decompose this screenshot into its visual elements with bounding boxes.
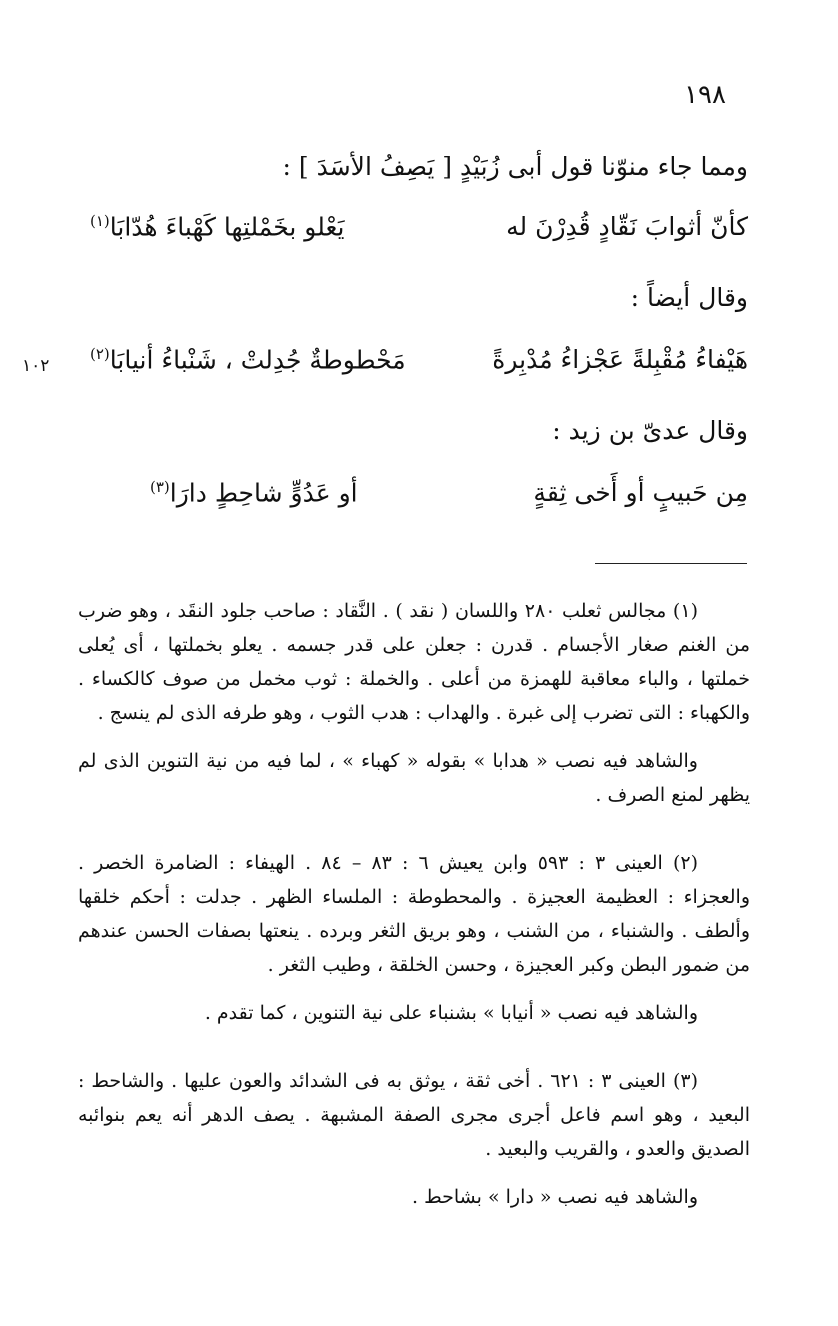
verse-1-second-hemistich [90, 212, 345, 241]
page-number: ١٩٨ [684, 80, 726, 110]
verse-2 [90, 345, 748, 385]
footnote-2 [78, 846, 750, 1030]
verse-2-first-hemistich: هَيْفاءُ مُقْبِلةً عَجْزاءُ مُدْبِرةً [492, 345, 748, 374]
verse-3-second-hemistich [150, 478, 358, 507]
verse-1-second-text: يَعْلو بخَمْلتِها كَهْباءَ هُدّابَا [109, 212, 345, 242]
verse-3-first-hemistich: مِن حَبيبٍ أو أَخى ثِقةٍ [533, 478, 748, 507]
footnote-marker-3: (٣) [150, 478, 170, 496]
verse-2-second-text: مَحْطوطةٌ جُدِلتْ ، شَنْباءُ أنيابَا [109, 345, 406, 375]
footnote-1 [78, 594, 750, 812]
footnote-1-shahid: والشاهد فيه نصب « هدابا » بقوله « كهباء » ، لما فيه من نية التنوين الذى لم يظهر لمنع الصرف . [78, 750, 750, 806]
verse-3-second-text: أو عَدُوٍّ شاحِطٍ دارَا [169, 478, 358, 508]
intro-line-2: وقال أيضاً : [630, 283, 748, 312]
footnote-marker-1: (١) [90, 212, 110, 230]
verse-1 [90, 212, 748, 252]
verse-3 [90, 478, 748, 518]
footnote-3 [78, 1064, 750, 1214]
intro-line-3: وقال عدىّ بن زيد : [552, 416, 748, 445]
footnote-separator-rule [595, 563, 747, 564]
footnote-3-text: (٣) العينى ٣ : ٦٢١ . أخى ثقة ، يوثق به فى الشدائد والعون عليها . والشاحط : البعيد ، وهو اسم فاعل أجرى مجرى الصفة المشبهة . يصف الدهر أنه يعم بنوائبه الصديق والعدو ، والقريب والبعيد . [78, 1070, 750, 1160]
footnote-2-text: (٢) العينى ٣ : ٥٩٣ وابن يعيش ٦ : ٨٣ – ٨٤ . الهيفاء : الضامرة الخصر . والعجزاء : العظيمة العجيزة . والمحطوطة : الملساء الظهر . جدلت : أحكم خلقها وألطف . والشنباء ، من الشنب ، وهو بريق الثغر وبرده . ينعتها بصفات الحسن عندهم من ضمور البطن وكبر العجيزة ، وحسن الخلقة ، وطيب الثغر . [78, 852, 750, 976]
intro-line-1: ومما جاء منوّنا قول أبى زُبَيْدٍ [ يَصِفُ الأسَدَ ] : [282, 152, 748, 181]
verse-1-first-hemistich: كأنّ أثوابَ نَقّادٍ قُدِرْنَ له [506, 212, 748, 241]
footnote-3-shahid: والشاهد فيه نصب « دارا » بشاحط . [412, 1186, 698, 1208]
footnote-2-shahid: والشاهد فيه نصب « أنيابا » بشنباء على نية التنوين ، كما تقدم . [204, 1002, 698, 1024]
margin-verse-number: ١٠٢ [22, 356, 50, 376]
verse-2-second-hemistich [90, 345, 406, 374]
footnote-marker-2: (٢) [90, 345, 110, 363]
footnote-1-text: (١) مجالس ثعلب ٢٨٠ واللسان ( نقد ) . النَّقاد : صاحب جلود النقَد ، وهو ضرب من الغنم صغار الأجسام . قدرن : جعلن على قدر جسمه . يعلو بخملتها ، أى يُعلى خملتها ، والباء معاقبة للهمزة من أعلى . والخملة : ثوب مخمل من صوف كالكساء . والكهباء : التى تضرب إلى غبرة . والهداب : هدب الثوب ، وهو طرفه الذى لم ينسج . [78, 600, 750, 724]
